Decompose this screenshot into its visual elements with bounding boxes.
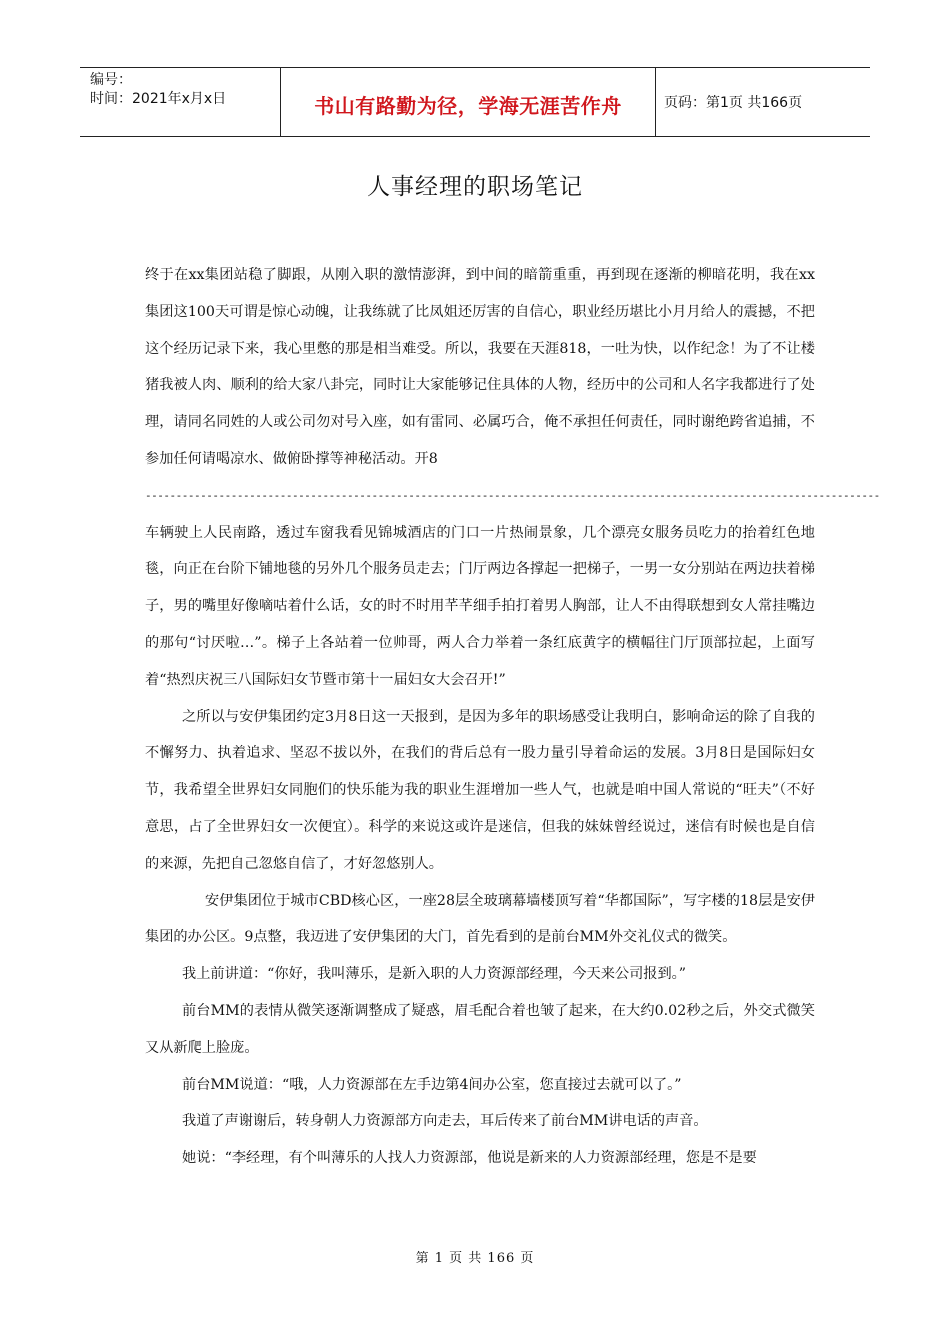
document-body bbox=[145, 257, 880, 1177]
header-meta bbox=[80, 68, 280, 136]
document-title: 人事经理的职场笔记 bbox=[367, 174, 583, 200]
paragraph: 之所以与安伊集团约定3月8日这一天报到，是因为多年的职场感受让我明白，影响命运的除了自我的不懈努力、执着追求、坚忍不拔以外，在我们的背后总有一股力量引导着命运的发展。3月8日是国际妇女节，我希望全世界妇女同胞们的快乐能为我的职业生涯增加一些人气，也就是咱中国人常说的“旺夫”（不好意思，占了全世界妇女一次便宜）。科学的来说这或许是迷信，但我的妹妹曾经说过，迷信有时候也是自信的来源，先把自己忽悠自信了，才好忽悠别人。 bbox=[145, 708, 815, 872]
paragraph: 安伊集团位于城市CBD核心区，一座28层全玻璃幕墙楼顶写着“华都国际”，写字楼的18层是安伊集团的办公区。9点整，我迈进了安伊集团的大门，首先看到的是前台MM外交礼仪式的微笑。 bbox=[145, 892, 815, 946]
intro-paragraph: 终于在xx集团站稳了脚跟，从刚入职的激情澎湃，到中间的暗箭重重，再到现在逐渐的柳暗花明，我在xx集团这100天可谓是惊心动魄，让我练就了比凤姐还厉害的自信心，职业经历堪比小月月给人的震撼，不把这个经历记录下来，我心里憋的那是相当难受。所以，我要在天涯818，一吐为快，以作纪念！为了不让楼猪我被人肉、顺利的给大家八卦完，同时让大家能够记住具体的人物，经历中的公司和人名字我都进行了处理，请同名同姓的人或公司勿对号入座，如有雷同、必属巧合，俺不承担任何责任，同时谢绝跨省追捕，不参加任何请喝凉水、做俯卧撑等神秘活动。开8 bbox=[145, 267, 815, 467]
paragraph: 车辆驶上人民南路，透过车窗我看见锦城酒店的门口一片热闹景象，几个漂亮女服务员吃力的抬着红色地毯，向正在台阶下铺地毯的另外几个服务员走去；门厅两边各撑起一把梯子，一男一女分别站在两边扶着梯子，男的嘴里好像嘀咕着什么话，女的时不时用芊芊细手拍打着男人胸部，让人不由得联想到女人常挂嘴边的那句“讨厌啦…”。梯子上各站着一位帅哥，两人合力举着一条红底黄字的横幅往门厅顶部拉起，上面写着“热烈庆祝三八国际妇女节暨市第十一届妇女大会召开!” bbox=[145, 524, 815, 688]
document-header bbox=[80, 67, 870, 137]
paragraph: 前台MM说道：“哦，人力资源部在左手边第4间办公室，您直接过去就可以了。” bbox=[182, 1076, 682, 1093]
header-motto-cell bbox=[280, 68, 656, 136]
date-label: 时间：2021年x月x日 bbox=[90, 91, 227, 107]
number-label: 编号： bbox=[90, 72, 132, 88]
motto: 书山有路勤为径，学海无涯苦作舟 bbox=[314, 93, 622, 118]
separator-line: ------------------------------------------------------------------------------------------------------------------------ bbox=[145, 488, 880, 502]
header-page-info bbox=[656, 68, 870, 136]
page-info: 页码：第1页 共166页 bbox=[664, 95, 803, 111]
paragraph: 前台MM的表情从微笑逐渐调整成了疑惑，眉毛配合着也皱了起来，在大约0.02秒之后，外交式微笑又从新爬上脸庞。 bbox=[145, 1002, 815, 1056]
paragraph: 我道了声谢谢后，转身朝人力资源部方向走去，耳后传来了前台MM讲电话的声音。 bbox=[182, 1113, 708, 1130]
page-footer: 第 1 页 共 166 页 bbox=[415, 1251, 535, 1266]
paragraph: 她说：“李经理，有个叫薄乐的人找人力资源部，他说是新来的人力资源部经理，您是不是要 bbox=[182, 1150, 757, 1167]
paragraph: 我上前讲道：“你好，我叫薄乐，是新入职的人力资源部经理，今天来公司报到。” bbox=[182, 966, 686, 983]
